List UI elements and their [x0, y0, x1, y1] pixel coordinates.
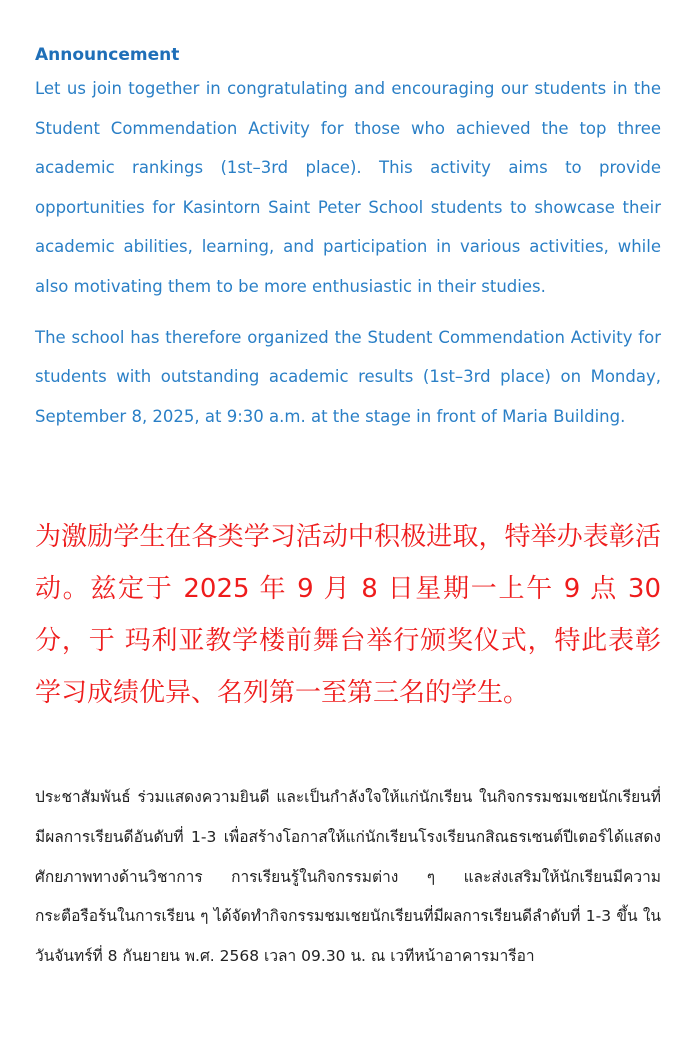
english-paragraph-2: The school has therefore organized the Student Commendation Activity for students with outstanding academic results (1st–3rd place) on Monday, September 8, 2025, at 9:30 a.m. at the stage in front of Maria Building.	[35, 327, 661, 426]
announcement-heading: Announcement	[35, 45, 180, 65]
chinese-announcement: 为激励学生在各类学习活动中积极进取，特举办表彰活动。兹定于 2025 年 9 月 8 日星期一上午 9 点 30 分，于 玛利亚教学楼前舞台举行颁奖仪式，特此表彰学习成绩优异、名列第一至第三名的学生。	[35, 522, 661, 708]
thai-announcement: ประชาสัมพันธ์ ร่วมแสดงความยินดี และเป็นกำลังใจให้แก่นักเรียน ในกิจกรรมชมเชยนักเรียนที่มีผลการเรียนดีอันดับที่ 1-3 เพื่อสร้างโอกาสให้แก่นักเรียนโรงเรียนกสิณธรเซนต์ปีเตอร์ได้แสดงศักยภาพทางด้านวิชาการ การเรียนรู้ในกิจกรรมต่าง ๆ และส่งเสริมให้นักเรียนมีความกระตือรือร้นในการเรียน ๆ ได้จัดทำกิจกรรมชมเชยนักเรียนที่มีผลการเรียนดีลำดับที่ 1-3 ขึ้น ในวันจันทร์ที่ 8 กันยายน พ.ศ. 2568 เวลา 09.30 น. ณ เวทีหน้าอาคารมารีอา	[35, 788, 661, 966]
english-paragraph-1: Let us join together in congratulating and encouraging our students in the Student Commendation Activity for those who achieved the top three academic rankings (1st–3rd place). This activity aims to provide opportunities for Kasintorn Saint Peter School students to showcase their academic abilities, learning, and participation in various activities, while also motivating them to be more enthusiastic in their studies.	[35, 79, 661, 296]
english-announcement	[35, 42, 661, 436]
